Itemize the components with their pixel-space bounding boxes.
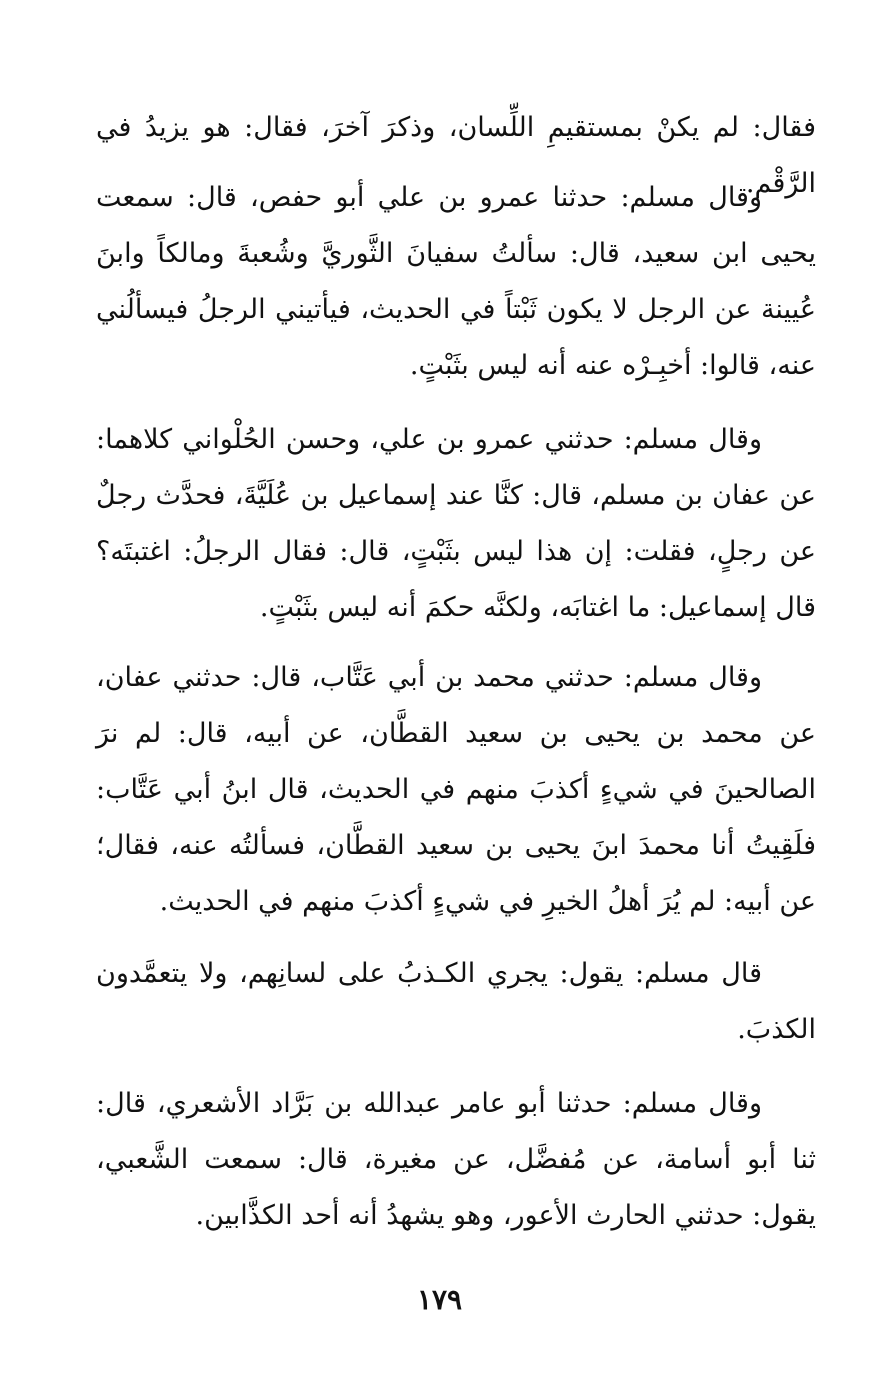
paragraph-3-text: وقال مسلم: حدثني عمرو بن علي، وحسن الحُلْواني كلاهما: عن عفان بن مسلم، قال: كنَّا عند إسماعيل بن عُلَيَّةَ، فحدَّث رجلٌ عن رجلٍ، فقلت: إن هذا ليس بثَبْتٍ، قال: فقال الرجلُ: اغتبتَه؟ قال إسماعيل: ما اغتابَه، ولكنَّه حكمَ أنه ليس بثَبْتٍ. [96,424,816,623]
paragraph-2 [96,170,816,394]
page-number: ١٧٩ [416,1283,463,1316]
paragraph-2-text: وقال مسلم: حدثنا عمرو بن علي أبو حفص، قال: سمعت يحيى ابن سعيد، قال: سألتُ سفيانَ الثَّوريَّ وشُعبةَ ومالكاً وابنَ عُيينة عن الرجل لا يكون ثَبْتاً في الحديث، فيأتيني الرجلُ فيسألُني عنه، قالوا: أخبِـرْه عنه أنه ليس بثَبْتٍ. [96,182,816,381]
paragraph-1-text: فقال: لم يكنْ بمستقيمِ اللِّسان، وذكرَ آخرَ، فقال: هو يزيدُ في الرَّقْم. [96,112,816,199]
paragraph-5 [96,946,816,1058]
paragraph-5-text: قال مسلم: يقول: يجري الكـذبُ على لسانِهم، ولا يتعمَّدون الكذبَ. [96,958,816,1045]
paragraph-4 [96,650,816,930]
paragraph-4-text: وقال مسلم: حدثني محمد بن أبي عَتَّاب، قال: حدثني عفان، عن محمد بن يحيى بن سعيد القطَّان، عن أبيه، قال: لم نرَ الصالحينَ في شيءٍ أكذبَ منهم في الحديث، قال ابنُ أبي عَتَّاب: فلَقِيتُ أنا محمدَ ابنَ يحيى بن سعيد القطَّان، فسألتُه عنه، فقال؛ عن أبيه: لم يُرَ أهلُ الخيرِ في شيءٍ أكذبَ منهم في الحديث. [96,662,816,917]
paragraph-6-text: وقال مسلم: حدثنا أبو عامر عبدالله بن بَرَّاد الأشعري، قال: ثنا أبو أسامة، عن مُفضَّل، عن مغيرة، قال: سمعت الشَّعبي، يقول: حدثني الحارث الأعور، وهو يشهدُ أنه أحد الكذَّابين. [96,1088,816,1231]
paragraph-6 [96,1076,816,1244]
paragraph-3 [96,412,816,636]
